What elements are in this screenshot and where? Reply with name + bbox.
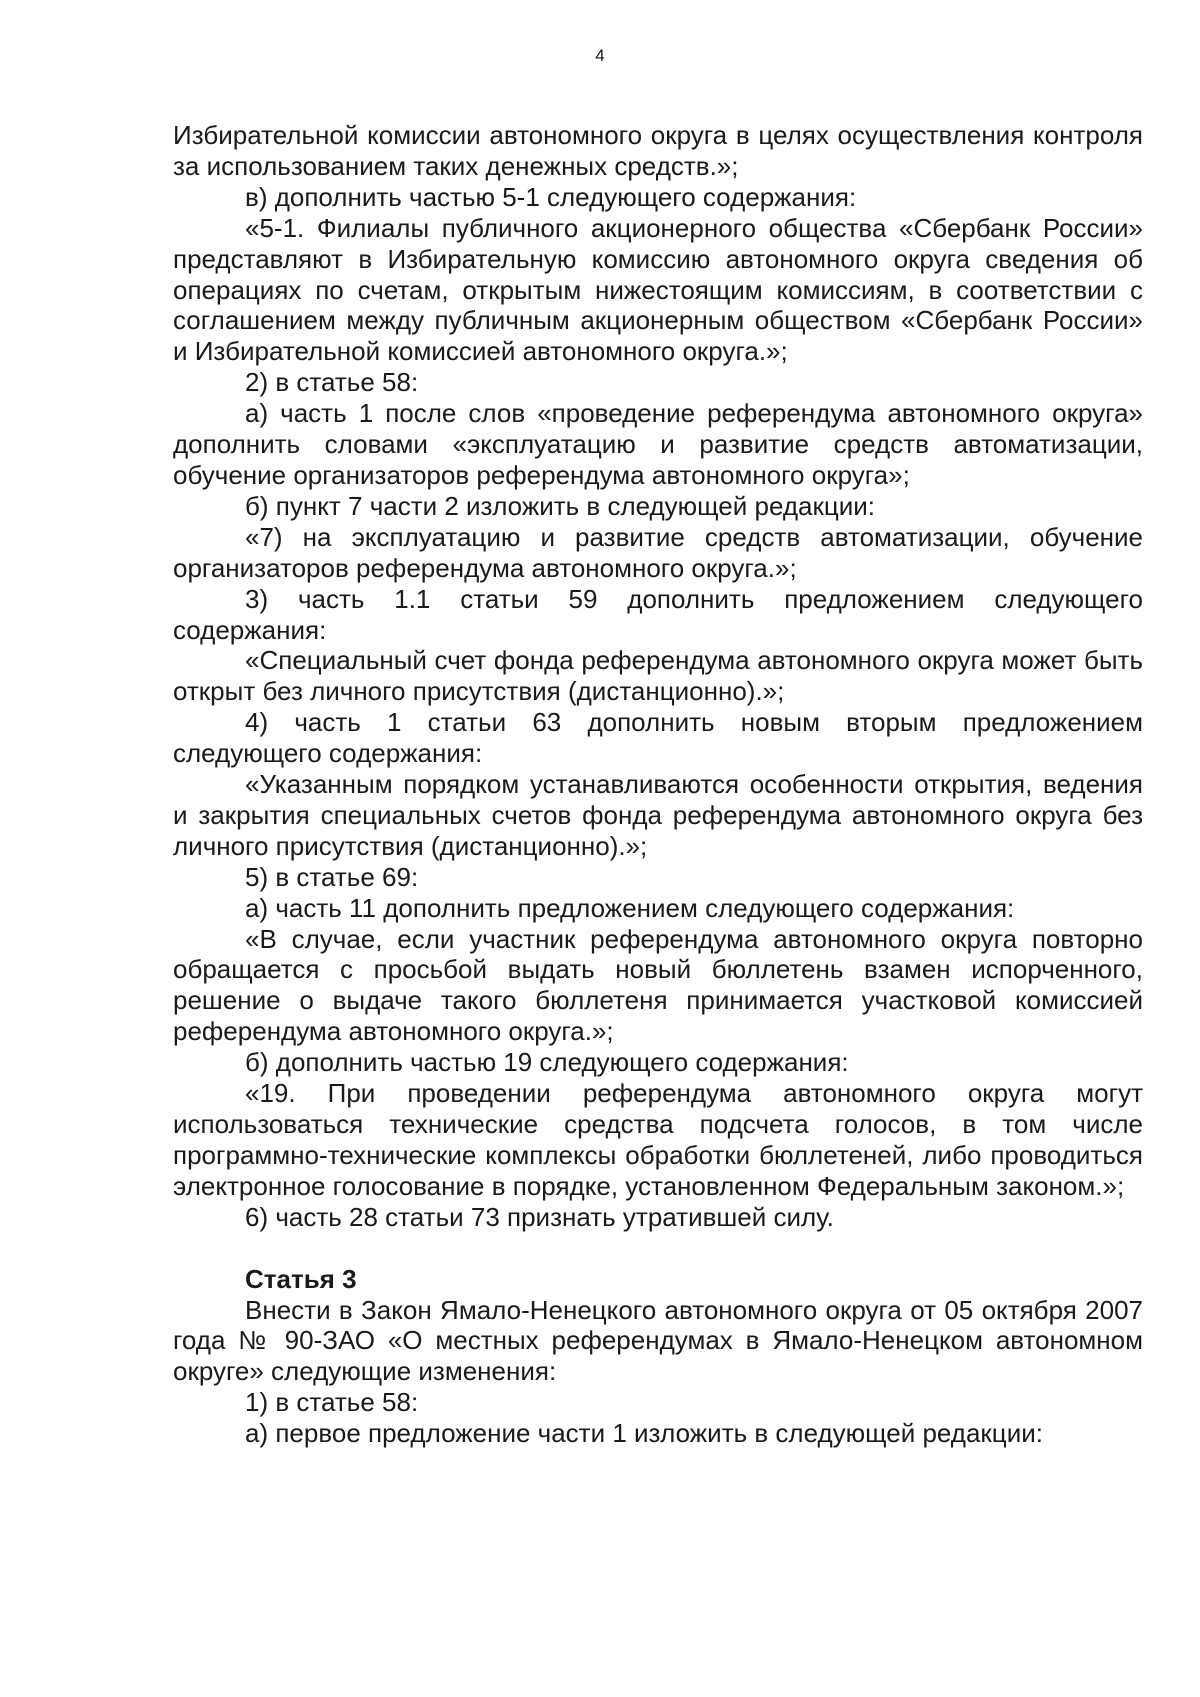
paragraph: «Указанным порядком устанавливаются особенности открытия, ведения и закрытия специальных счетов фонда референдума автономного округа без личного присутствия (дистанционно).»; (173, 769, 1143, 861)
paragraph: «7) на эксплуатацию и развитие средств автоматизации, обучение организаторов референдума автономного округа.»; (173, 521, 1143, 583)
paragraph: а) часть 11 дополнить предложением следующего содержания: (245, 892, 1015, 923)
paragraph: «19. При проведении референдума автономного округа могут использоваться технические средства подсчета голосов, в том числе программно-технические комплексы обработки бюллетеней, либо проводиться электронное голосование в порядке, установленном Федеральным законом.»; (173, 1078, 1143, 1201)
paragraph: Избирательной комиссии автономного округа в целях осуществления контроля за использованием таких денежных средств.»; (173, 120, 1143, 181)
page-number: 4 (595, 46, 605, 65)
paragraph: «5-1. Филиалы публичного акционерного общества «Сбербанк России» представляют в Избирательную комиссию автономного округа сведения об операциях по счетам, открытым нижестоящим комиссиям, в соответствии с соглашением между публичным акционерным обществом «Сбербанк России» и Избирательной комиссией автономного округа.»; (173, 212, 1143, 367)
article-heading: Статья 3 (245, 1263, 357, 1294)
paragraph: 4) часть 1 статьи 63 дополнить новым вторым предложением следующего содержания: (173, 707, 1143, 769)
paragraph: 5) в статье 69: (245, 861, 419, 892)
paragraph: 3) часть 1.1 статьи 59 дополнить предложением следующего содержания: (173, 583, 1143, 645)
paragraph: «В случае, если участник референдума автономного округа повторно обращается с просьбой выдать новый бюллетень взамен испорченного, решение о выдаче такого бюллетеня принимается участковой комиссией референдума автономного округа.»; (173, 923, 1143, 1047)
paragraph: б) дополнить частью 19 следующего содержания: (245, 1047, 849, 1078)
document-body (173, 120, 1143, 1449)
paragraph: «Специальный счет фонда референдума автономного округа может быть открыт без личного присутствия (дистанционно).»; (173, 645, 1143, 707)
paragraph: 2) в статье 58: (245, 367, 419, 398)
paragraph: а) часть 1 после слов «проведение референдума автономного округа» дополнить словами «эксплуатацию и развитие средств автоматизации, обучение организаторов референдума автономного округа»; (173, 398, 1143, 490)
paragraph: 1) в статье 58: (245, 1387, 419, 1418)
paragraph: б) пункт 7 части 2 изложить в следующей редакции: (245, 490, 876, 521)
paragraph: Внести в Закон Ямало-Ненецкого автономного округа от 05 октября 2007 года № 90-ЗАО «О местных референдумах в Ямало-Ненецком автономном округе» следующие изменения: (173, 1294, 1143, 1387)
paragraph: а) первое предложение части 1 изложить в следующей редакции: (245, 1418, 1043, 1449)
paragraph: 6) часть 28 статьи 73 признать утратившей силу. (245, 1201, 834, 1232)
paragraph: в) дополнить частью 5-1 следующего содержания: (245, 181, 857, 212)
